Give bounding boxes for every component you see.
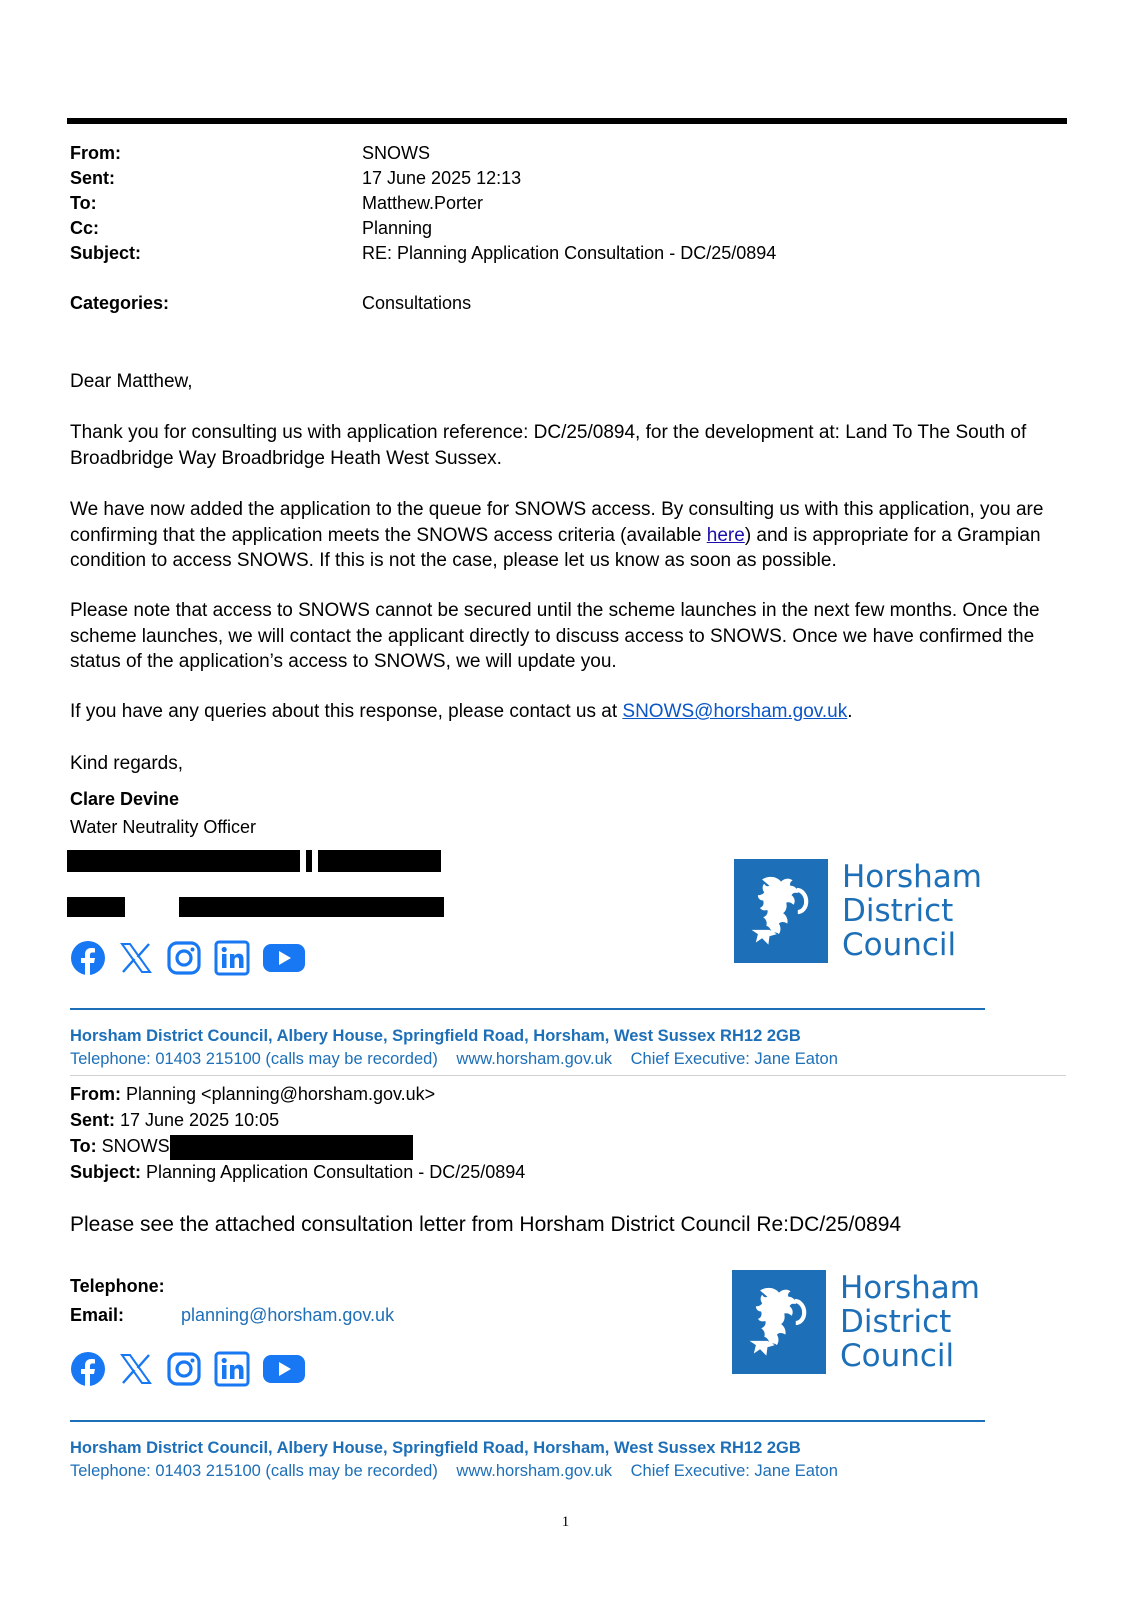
paragraph-2 [70,497,1060,574]
paragraph-4-after: . [847,701,853,722]
logo-line: District [839,1304,952,1340]
logo-line: District [841,893,954,929]
page-number: 1 [561,1514,570,1530]
sent-label: Sent: [70,168,115,188]
linkedin-icon[interactable] [214,940,250,976]
fwd-subject-value: Planning Application Consultation - DC/25/0894 [141,1162,526,1182]
footer-chief-executive: Chief Executive: Jane Eaton [630,1050,838,1068]
paragraph-3 [70,598,1065,675]
fwd-to-label: To: [70,1136,97,1156]
categories-value: Consultations [362,293,472,313]
paragraph-1-text: Thank you for consulting us with application reference: DC/25/0894, for the development at: Land To The South of Broadbridge Way Broadbridge Heath West Sussex. [70,422,1027,469]
to-value: Matthew.Porter [362,193,484,213]
fwd-subject [70,1160,525,1186]
footer-address: Horsham District Council, Albery House, Springfield Road, Horsham, West Sussex RH12 2GB [70,1027,801,1045]
paragraph-1 [70,420,1060,471]
horsham-logo [734,859,982,963]
paragraph-4-before: If you have any queries about this response, please contact us at [70,701,623,722]
footer-rule [70,1008,985,1010]
paragraph-2-before: We have now added the application to the queue for SNOWS access. By consulting us with this application, you are confirming that the application meets the SNOWS access criteria (available [70,499,1044,546]
fwd-sent-value: 17 June 2025 10:05 [115,1110,280,1130]
footer-contact [70,1050,852,1069]
from-label: From: [70,143,121,163]
footer-rule [70,1420,985,1422]
footer-chief-executive: Chief Executive: Jane Eaton [630,1462,838,1480]
fwd-from [70,1082,435,1108]
redaction-block [67,897,125,917]
instagram-icon[interactable] [166,1351,202,1387]
cc-value: Planning [362,218,433,238]
footer-telephone: Telephone: 01403 215100 (calls may be recorded) [70,1050,438,1068]
snows-email-link[interactable]: SNOWS@horsham.gov.uk [622,701,848,722]
x-icon[interactable] [118,1351,154,1387]
logo-line: Horsham [839,1270,980,1306]
subject-value: RE: Planning Application Consultation - DC/25/0894 [362,243,777,263]
telephone-label: Telephone: [70,1276,165,1296]
horsham-logo [732,1270,980,1374]
fwd-message: Please see the attached consultation letter from Horsham District Council Re:DC/25/0894 [70,1213,902,1236]
planning-email[interactable]: planning@horsham.gov.uk [181,1305,395,1325]
fwd-sent [70,1108,279,1134]
sent-value: 17 June 2025 12:13 [362,168,522,188]
lion-crest-icon [734,859,828,963]
from-value: SNOWS [362,143,431,163]
linkedin-icon[interactable] [214,1351,250,1387]
logo-line: Council [839,1338,955,1374]
footer-website[interactable]: www.horsham.gov.uk [456,1462,613,1480]
redaction-block [306,850,312,872]
fwd-subject-label: Subject: [70,1162,142,1182]
x-icon[interactable] [118,940,154,976]
redaction-block [318,850,441,872]
signature-name: Clare Devine [70,789,180,809]
greeting: Dear Matthew, [70,371,193,392]
logo-line: Horsham [841,859,982,895]
fwd-sent-label: Sent: [70,1110,115,1130]
criteria-link[interactable]: here [706,524,745,546]
paragraph-2-text [70,497,1060,574]
footer-address: Horsham District Council, Albery House, Springfield Road, Horsham, West Sussex RH12 2GB [70,1439,801,1457]
footer-contact [70,1462,852,1481]
to-label: To: [70,193,97,213]
paragraph-2-after: ) and is appropriate for a Grampian condition to access SNOWS. If this is not the case, please let us know as soon as possible. [70,524,1041,571]
lion-crest-icon [732,1270,826,1374]
logo-line: Council [841,927,957,963]
paragraph-3-text: Please note that access to SNOWS cannot be secured until the scheme launches in the next few months. Once the scheme launches, we will contact the applicant directly to discuss access to SNOWS. Once we have confirmed the status of the application’s access to SNOWS, we will update you. [70,600,1040,672]
fwd-from-label: From: [70,1084,121,1104]
facebook-icon[interactable] [70,940,106,976]
paragraph-4 [70,699,1070,725]
fwd-to [70,1134,170,1160]
youtube-icon[interactable] [262,940,306,976]
facebook-icon[interactable] [70,1351,106,1387]
redaction-block [179,897,444,917]
instagram-icon[interactable] [166,940,202,976]
subject-label: Subject: [70,243,142,263]
logo-wordmark [840,1271,980,1373]
paragraph-4-text [70,699,1070,725]
cc-label: Cc: [70,218,100,238]
social-icons [70,1351,306,1387]
email-label: Email: [70,1305,125,1325]
footer-website[interactable]: www.horsham.gov.uk [456,1050,613,1068]
closing: Kind regards, [70,753,184,774]
signature-title: Water Neutrality Officer [70,817,257,837]
categories-label: Categories: [70,293,170,313]
redaction-block [170,1135,413,1160]
youtube-icon[interactable] [262,1351,306,1387]
footer-telephone: Telephone: 01403 215100 (calls may be recorded) [70,1462,438,1480]
logo-wordmark [842,860,982,962]
divider [70,1075,1066,1076]
fwd-to-value: SNOWS [96,1136,170,1156]
fwd-from-value: Planning <planning@horsham.gov.uk> [121,1084,436,1104]
redaction-block [67,850,300,872]
social-icons [70,940,306,976]
top-rule [67,118,1067,124]
